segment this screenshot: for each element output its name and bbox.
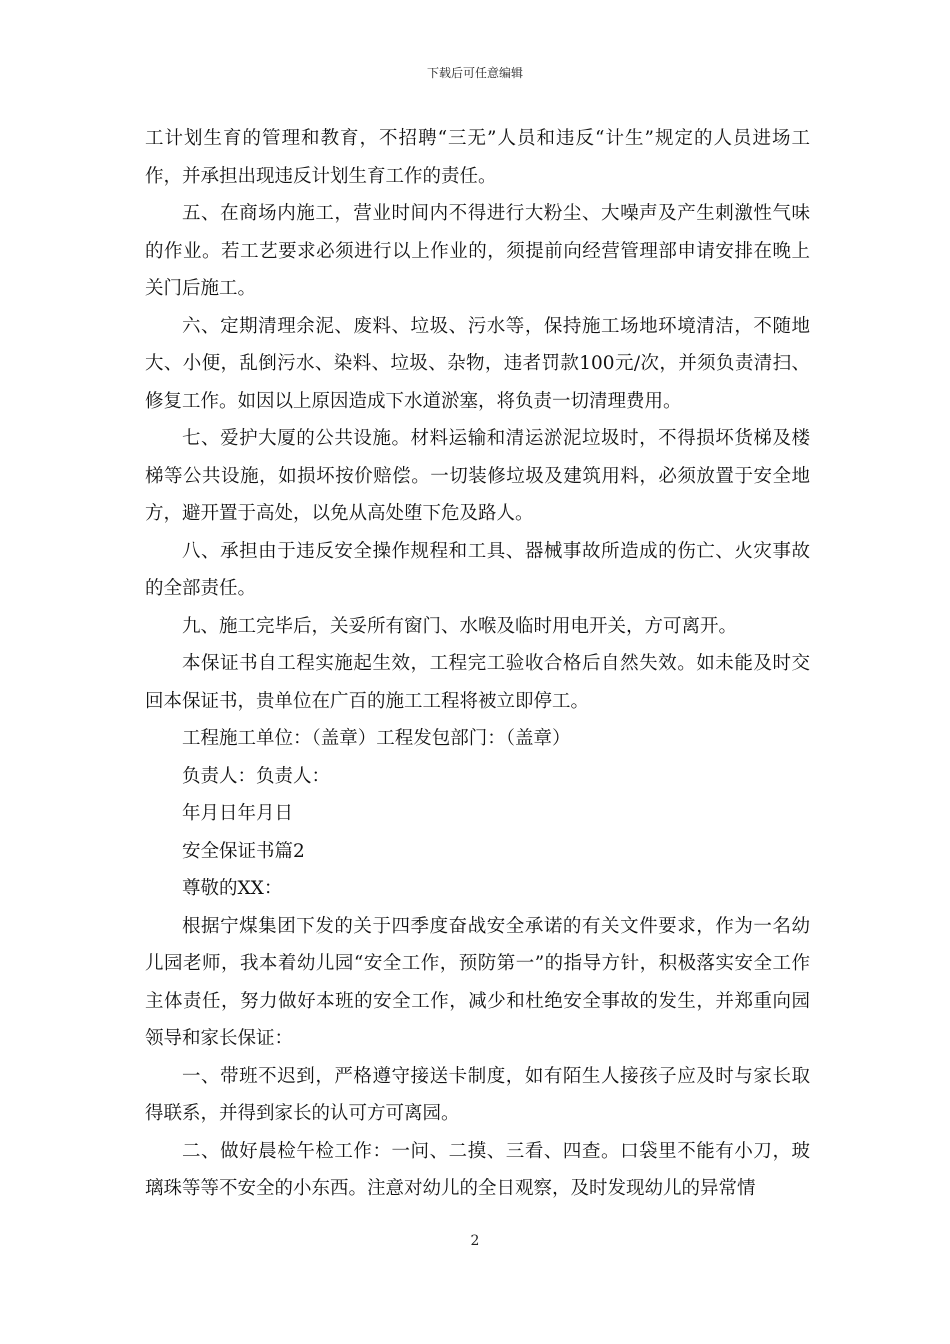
- paragraph: 根据宁煤集团下发的关于四季度奋战安全承诺的有关文件要求，作为一名幼儿园老师，我本着幼儿园“安全工作，预防第一”的指导方针，积极落实安全工作主体责任，努力做好本班的安全工作，减少和杜绝安全事故的发生，并郑重向园领导和家长保证：: [145, 915, 810, 1049]
- document-body: [145, 120, 810, 1208]
- paragraph: 五、在商场内施工，营业时间内不得进行大粉尘、大噪声及产生刺激性气味的作业。若工艺要求必须进行以上作业的，须提前向经营管理部申请安排在晚上关门后施工。: [145, 203, 810, 299]
- section-title: 安全保证书篇2: [182, 840, 305, 862]
- paragraph: 本保证书自工程实施起生效，工程完工验收合格后自然失效。如未能及时交回本保证书，贵单位在广百的施工工程将被立即停工。: [145, 653, 810, 712]
- paragraph: 九、施工完毕后，关妥所有窗门、水喉及临时用电开关，方可离开。: [182, 615, 738, 637]
- paragraph: 一、带班不迟到，严格遵守接送卡制度，如有陌生人接孩子应及时与家长取得联系，并得到家长的认可方可离园。: [145, 1065, 810, 1124]
- page-number: 2: [470, 1233, 480, 1249]
- paragraph: 六、定期清理余泥、废料、垃圾、污水等，保持施工场地环境清洁，不随地大、小便，乱倒污水、染料、垃圾、杂物，违者罚款100元/次，并须负责清扫、修复工作。如因以上原因造成下水道淤塞，将负责一切清理费用。: [145, 315, 810, 412]
- signature-line: 负责人：负责人：: [182, 765, 331, 787]
- date-line: 年月日年月日: [182, 803, 294, 824]
- paragraph: 八、承担由于违反安全操作规程和工具、器械事故所造成的伤亡、火灾事故的全部责任。: [145, 540, 810, 599]
- page-header: 下载后可任意编辑: [426, 66, 523, 80]
- signature-line: 工程施工单位：（盖章）工程发包部门：（盖章）: [182, 728, 571, 749]
- paragraph: 工计划生育的管理和教育，不招聘“三无”人员和违反“计生”规定的人员进场工作，并承担出现违反计划生育工作的责任。: [145, 128, 810, 187]
- salutation: 尊敬的XX：: [182, 878, 283, 899]
- paragraph: 七、爱护大厦的公共设施。材料运输和清运淤泥垃圾时，不得损坏货梯及楼梯等公共设施，如损坏按价赔偿。一切装修垃圾及建筑用料，必须放置于安全地方，避开置于高处，以免从高处堕下危及路人。: [145, 428, 810, 524]
- paragraph: 二、做好晨检午检工作：一问、二摸、三看、四查。口袋里不能有小刀，玻璃珠等等不安全的小东西。注意对幼儿的全日观察，及时发现幼儿的异常情: [145, 1140, 810, 1199]
